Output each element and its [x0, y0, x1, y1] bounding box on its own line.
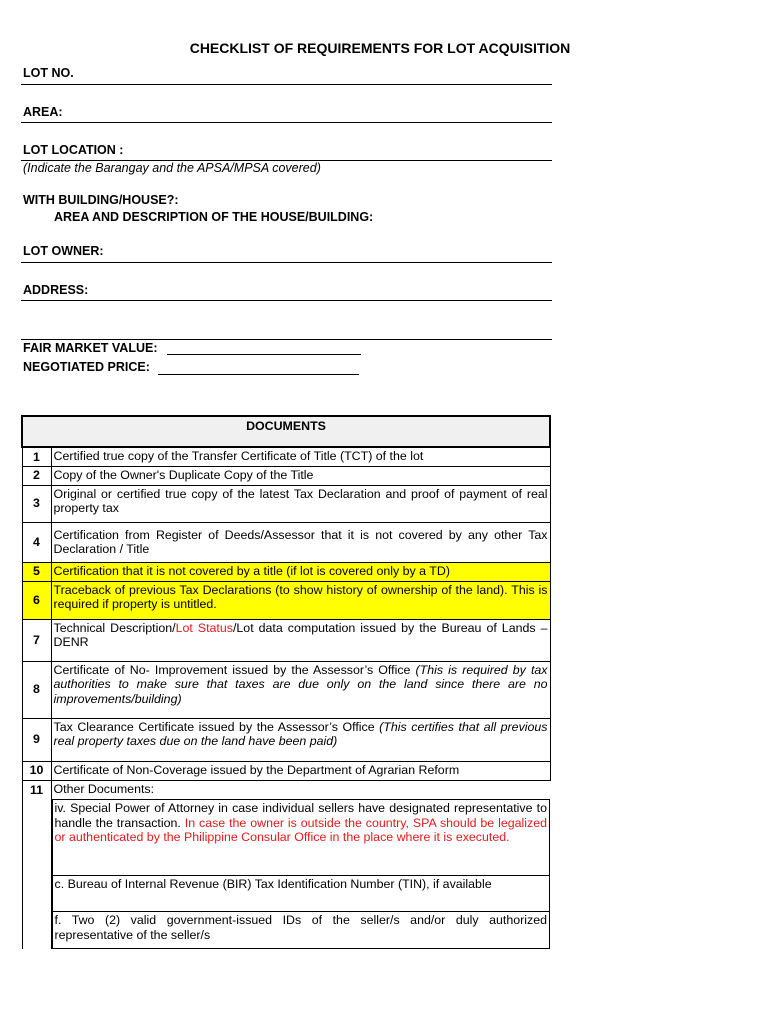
table-row [22, 761, 550, 780]
row-text-part: Tax Clearance Certificate issued by the Assessor’s Office [53, 719, 380, 734]
row-number: 3 [22, 485, 51, 522]
lot-location-label: LOT LOCATION : [23, 143, 124, 157]
sub-items-row [22, 799, 550, 949]
row-text: Traceback of previous Tax Declarations (to show history of ownership of the land). This is required if property is untitled. [51, 581, 550, 619]
row-number-spacer [22, 799, 51, 949]
table-row [22, 485, 550, 522]
area-description-label: AREA AND DESCRIPTION OF THE HOUSE/BUILDING: [54, 210, 374, 224]
row-number: 7 [22, 619, 51, 661]
sub-item-red-text: In case the owner is outside the country, SPA should be legalized or authenticated by the Philippine Consular Office in the place where it is executed. [54, 815, 547, 844]
documents-header-row [22, 416, 550, 447]
lot-owner-label: LOT OWNER: [23, 244, 104, 258]
address-line [21, 300, 552, 301]
table-row-highlighted [22, 562, 550, 581]
table-row [22, 661, 550, 718]
area-line [21, 122, 552, 123]
sub-items-cell [51, 799, 550, 949]
row-text: Copy of the Owner's Duplicate Copy of the Title [51, 466, 550, 485]
sub-item [52, 876, 551, 912]
sub-item-text: f. Two (2) valid government-issued IDs of the seller/s and/or duly authorized representative of the seller/s [54, 913, 547, 942]
row-text [51, 619, 550, 661]
row-number: 6 [22, 581, 51, 619]
row-text: Certification that it is not covered by a title (if lot is covered only by a TD) [51, 562, 550, 581]
with-building-label: WITH BUILDING/HOUSE?: [23, 193, 179, 207]
row-text [51, 718, 550, 761]
table-row [22, 619, 550, 661]
row-number: 8 [22, 661, 51, 718]
address-line-2 [21, 339, 552, 340]
documents-table [21, 415, 551, 949]
lot-location-note: (Indicate the Barangay and the APSA/MPSA covered) [23, 161, 321, 175]
row-note-italic: (This is required by tax authorities to make sure that taxes are due only on the land since there are no improvements/building) [53, 662, 548, 706]
row-text: Other Documents: [51, 780, 550, 799]
row-number: 5 [22, 562, 51, 581]
sub-item-text: iv. Special Power of Attorney in case individual sellers have designated representative to handle the transaction. [54, 801, 547, 830]
row-text: Certification from Register of Deeds/Assessor that it is not covered by any other Tax Declaration / Title [51, 522, 550, 562]
fair-market-value-blank [167, 354, 361, 355]
lot-owner-line [21, 262, 552, 263]
row-text: Original or certified true copy of the latest Tax Declaration and proof of payment of real property tax [51, 485, 550, 522]
sub-item [52, 799, 551, 876]
row-text: Certified true copy of the Transfer Certificate of Title (TCT) of the lot [51, 447, 550, 466]
documents-header: DOCUMENTS [22, 416, 550, 447]
row-note-italic: (This certifies that all previous real property taxes due on the land have been paid) [53, 719, 548, 748]
row-number: 4 [22, 522, 51, 562]
row-number: 1 [22, 447, 51, 466]
negotiated-price-label: NEGOTIATED PRICE: [23, 360, 150, 374]
fair-market-value-label: FAIR MARKET VALUE: [23, 341, 158, 355]
row-number: 10 [22, 761, 51, 780]
table-row [22, 718, 550, 761]
table-row [22, 780, 550, 799]
lot-status-emphasis: Lot Status [175, 620, 233, 635]
row-text-part: Technical Description/ [53, 620, 176, 635]
row-text-part: Certificate of No- Improvement issued by the Assessor’s Office [53, 662, 416, 677]
table-row-highlighted [22, 581, 550, 619]
lot-no-label: LOT NO. [23, 66, 74, 80]
row-text: Certificate of Non-Coverage issued by the Department of Agrarian Reform [51, 761, 550, 780]
row-number: 2 [22, 466, 51, 485]
address-label: ADDRESS: [23, 283, 89, 297]
page-title: CHECKLIST OF REQUIREMENTS FOR LOT ACQUISITION [189, 40, 571, 56]
area-label: AREA: [23, 105, 63, 119]
table-row [22, 522, 550, 562]
negotiated-price-blank [158, 374, 359, 375]
sub-item [52, 912, 551, 949]
row-text-part: /Lot data computation issued by the Bureau of Lands – DENR [53, 620, 548, 649]
row-number: 11 [22, 780, 51, 799]
row-number: 9 [22, 718, 51, 761]
sub-item-text: c. Bureau of Internal Revenue (BIR) Tax Identification Number (TIN), if available [54, 877, 492, 891]
table-row [22, 466, 550, 485]
table-row [22, 447, 550, 466]
lot-no-line [21, 84, 552, 85]
row-text [51, 661, 550, 718]
